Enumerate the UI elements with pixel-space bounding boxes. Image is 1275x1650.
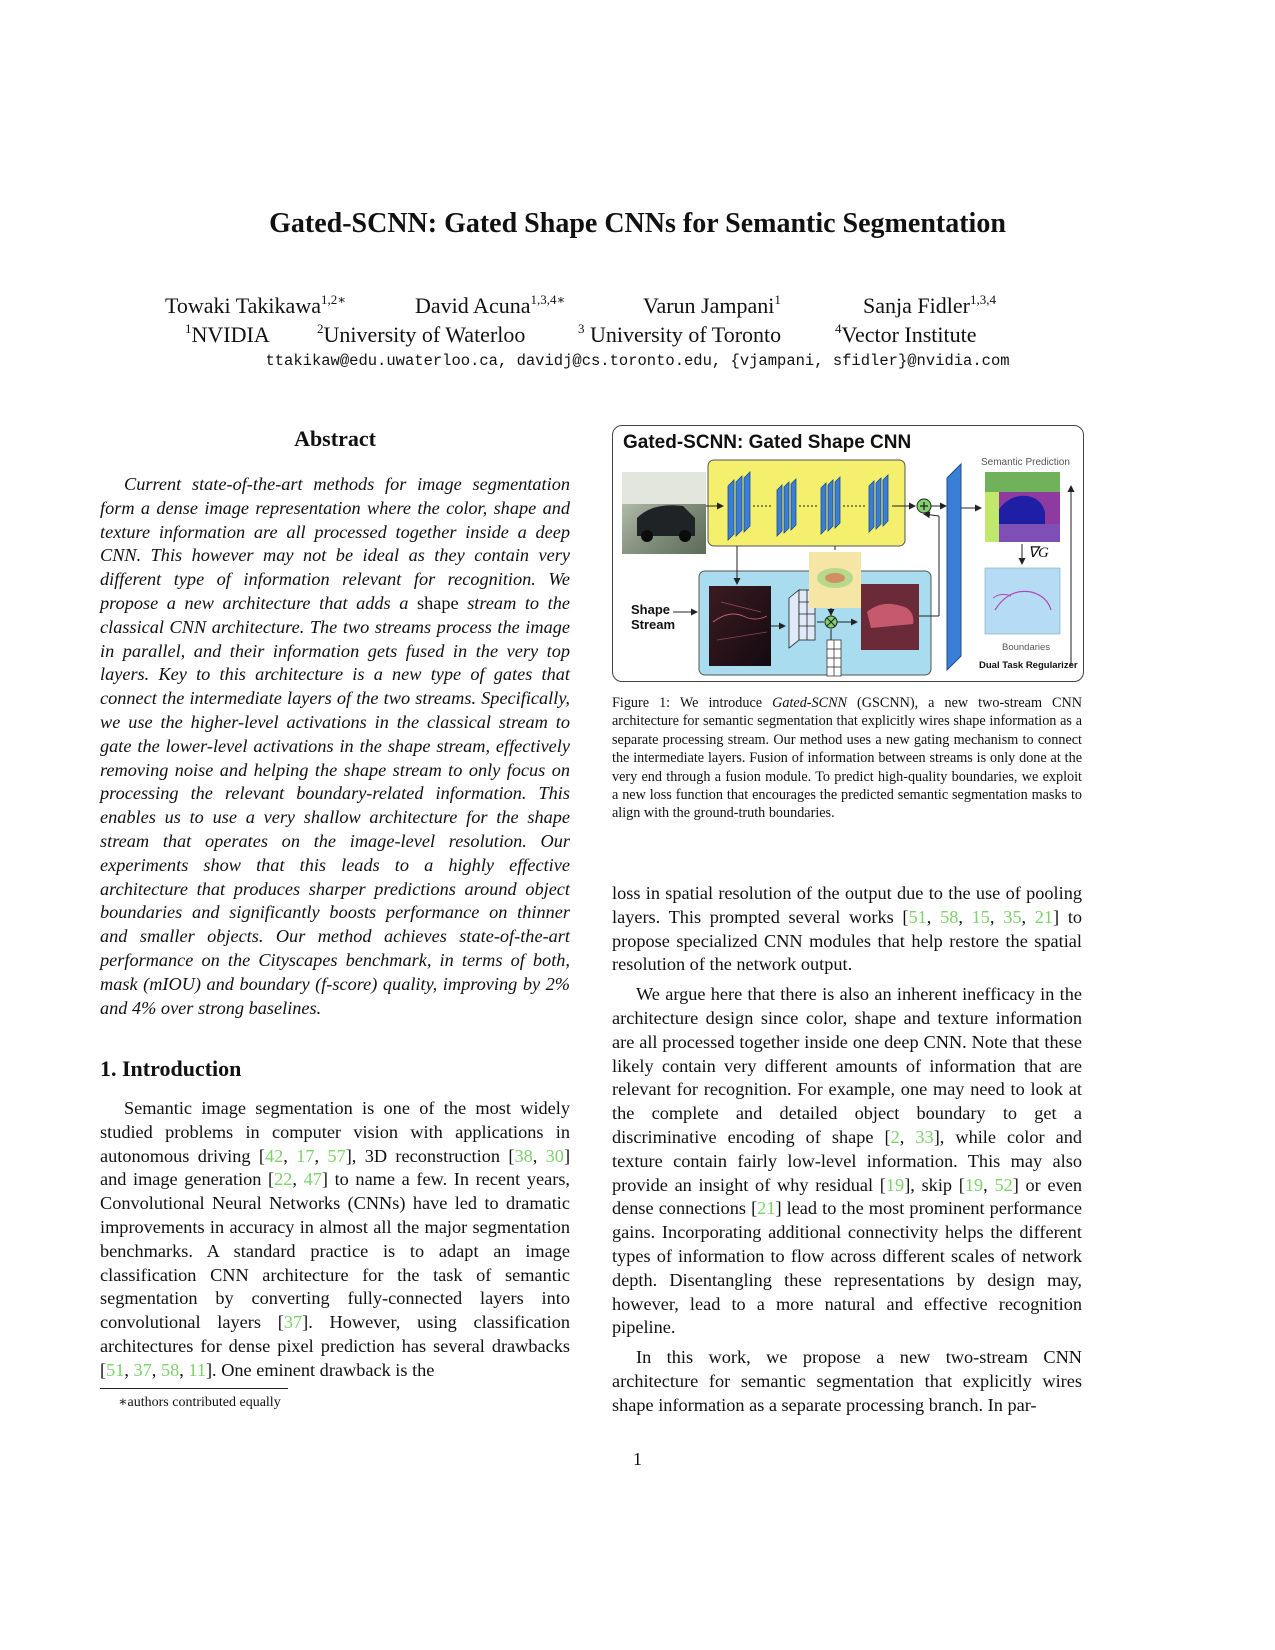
affiliation: $^2$University of Waterloo (317, 321, 526, 347)
citation-link[interactable]: 51 (908, 906, 927, 927)
abstract-body: Current state-of-the-art methods for image segmentation form a dense image representation where the color, shape and texture information are all processed together inside a deep CNN. This however may not be ideal as they contain very different type of information relevant for recognition. We propose a new architecture that adds a shape stream to the classical CNN architecture. The two streams process the image in parallel, and their information gets fused in the very top layers. Key to this architecture is a new type of gates that connect the intermediate layers of the two streams. Specifically, we use the higher-level activations in the classical stream to gate the lower-level activations in the shape stream, effectively removing noise and helping the shape stream to only focus on processing the relevant boundary-related information. This enables us to use a very shallow architecture for the shape stream that operates on the image-level resolution. Our experiments show that this leads to a highly effective architecture that produces sharper predictions around object boundaries and significantly boosts performance on thinner and smaller objects. Our method achieves state-of-the-art performance on the Cityscapes benchmark, in terms of both, mask (mIOU) and boundary (f-score) quality, improving by 2% and 4% over strong baselines. (100, 474, 570, 1018)
citation-link[interactable]: 17 (296, 1145, 315, 1166)
dual-task-regularizer-label: Dual Task Regularizer (979, 660, 1078, 671)
figure-caption: Figure 1: We introduce Gated-SCNN (GSCNN), a new two-stream CNN architecture for semantic segmentation that explicitly wires shape information as a separate processing stream. Our method uses a new gating mechanism to connect the intermediate layers. Fusion of information between streams is only done at the very end through a fusion module. To predict high-quality boundaries, we exploit a new loss function that encourages the predicted semantic segmentation masks to align with the ground-truth boundaries. (612, 695, 1082, 822)
author-emails: ttakikaw@edu.uwaterloo.ca, davidj@cs.toronto.edu, {vjampani, sfidler}@nvidia.com (265, 352, 1010, 370)
intro-paragraph: Semantic image segmentation is one of the most widely studied problems in computer vision with applications in autonomous driving [42, 17, 57], 3D reconstruction [38, 30] and image generation [22, 47] to name a few. In recent years, Convolutional Neural Networks (CNNs) have led to dramatic improvements in accuracy in almost all the major segmentation benchmarks. A standard practice is to adapt an image classification CNN architecture for the task of semantic segmentation by converting fully-connected layers into convolutional layers [37]. However, using classification architectures for dense pixel prediction has several drawbacks [51, 37, 58, 11]. One eminent drawback is the (100, 1098, 571, 1380)
citation-link[interactable]: 47 (303, 1169, 322, 1190)
gradient-label: ∇G (1028, 545, 1049, 561)
gated-output-image (861, 584, 919, 650)
citation-link[interactable]: 57 (327, 1145, 346, 1166)
figure-1 (612, 425, 1084, 682)
input-image (622, 472, 706, 554)
paper-title: Gated-SCNN: Gated Shape CNNs for Semantic Segmentation (269, 208, 1006, 239)
semantic-prediction-label: Semantic Prediction (981, 457, 1070, 468)
citation-link[interactable]: 19 (885, 1174, 905, 1195)
citation-link[interactable]: 38 (514, 1145, 533, 1166)
boundaries-label: Boundaries (1002, 642, 1051, 653)
author: Towaki Takikawa$^{1,2∗}$ (165, 292, 347, 318)
section-heading: 1. Introduction (100, 1056, 242, 1081)
affiliation: $^3$ University of Toronto (578, 321, 782, 347)
abstract-heading: Abstract (294, 426, 376, 451)
right-column (612, 882, 1082, 1418)
citation-link[interactable]: 37 (283, 1312, 303, 1333)
author: David Acuna$^{1,3,4∗}$ (415, 292, 566, 318)
figure-title: Gated-SCNN: Gated Shape CNN (623, 432, 912, 453)
citation-link[interactable]: 15 (971, 906, 990, 927)
affiliation: $^1$NVIDIA (185, 321, 270, 347)
citation-link[interactable]: 30 (545, 1145, 564, 1166)
citation-link[interactable]: 51 (106, 1359, 125, 1380)
citation-link[interactable]: 58 (160, 1359, 180, 1380)
footnote-rule (100, 1388, 288, 1389)
citation-link[interactable]: 42 (264, 1145, 284, 1166)
citation-link[interactable]: 21 (1034, 906, 1054, 927)
body-paragraph: We argue here that there is also an inherent inefficacy in the architecture design since color, shape and texture information are all processed together inside one deep CNN. Note that these likely contain very different amounts of information that are relevant for recognition. For example, one may need to look at the complete and detailed object boundary to get a discriminative encoding of shape [2, 33], while color and texture contain fairly low-level information. This may also provide an insight of why residual [19], skip [19, 52] or even dense connections [21] lead to the most prominent performance gains. Incorporating additional connectivity helps the different types of information to flow across different scales of network depth. Disentangling these representations by design may, however, lead to a more natural and effective recognition pipeline. (612, 984, 1083, 1338)
author: Sanja Fidler$^{1,3,4}$ (863, 292, 996, 318)
citation-link[interactable]: 22 (274, 1169, 293, 1190)
citation-link[interactable]: 19 (964, 1174, 984, 1195)
citation-link[interactable]: 2 (890, 1126, 900, 1147)
edge-map-image (709, 586, 771, 666)
page-number: 1 (633, 1449, 642, 1469)
citation-link[interactable]: 21 (757, 1198, 776, 1219)
semantic-prediction-image (985, 472, 1060, 542)
fusion-module (947, 464, 961, 670)
citation-link[interactable]: 33 (915, 1126, 934, 1147)
fusion-node (917, 499, 931, 513)
shape-stream-label: Shape Stream (631, 602, 676, 632)
attention-map-image (809, 552, 861, 608)
footnote: ∗authors contributed equally (118, 1395, 281, 1410)
gate-multiply-node (825, 616, 837, 628)
author: Varun Jampani$^1$ (643, 292, 781, 318)
citation-link[interactable]: 35 (1003, 906, 1022, 927)
stacked-grid (827, 640, 841, 676)
body-paragraph: loss in spatial resolution of the output due to the use of pooling layers. This prompted several works [51, 58, 15, 35, 21] to propose specialized CNN modules that help restore the spatial resolution of the network output. (612, 883, 1083, 975)
citation-link[interactable]: 37 (133, 1359, 152, 1380)
citation-link[interactable]: 52 (994, 1174, 1013, 1195)
citation-link[interactable]: 11 (188, 1359, 206, 1380)
boundaries-image (985, 568, 1060, 634)
body-paragraph: In this work, we propose a new two-stream CNN architecture for semantic segmentation that explicitly wires shape information as a separate processing branch. In par- (612, 1347, 1082, 1415)
affiliation: $^4$Vector Institute (835, 321, 977, 347)
citation-link[interactable]: 58 (940, 906, 959, 927)
